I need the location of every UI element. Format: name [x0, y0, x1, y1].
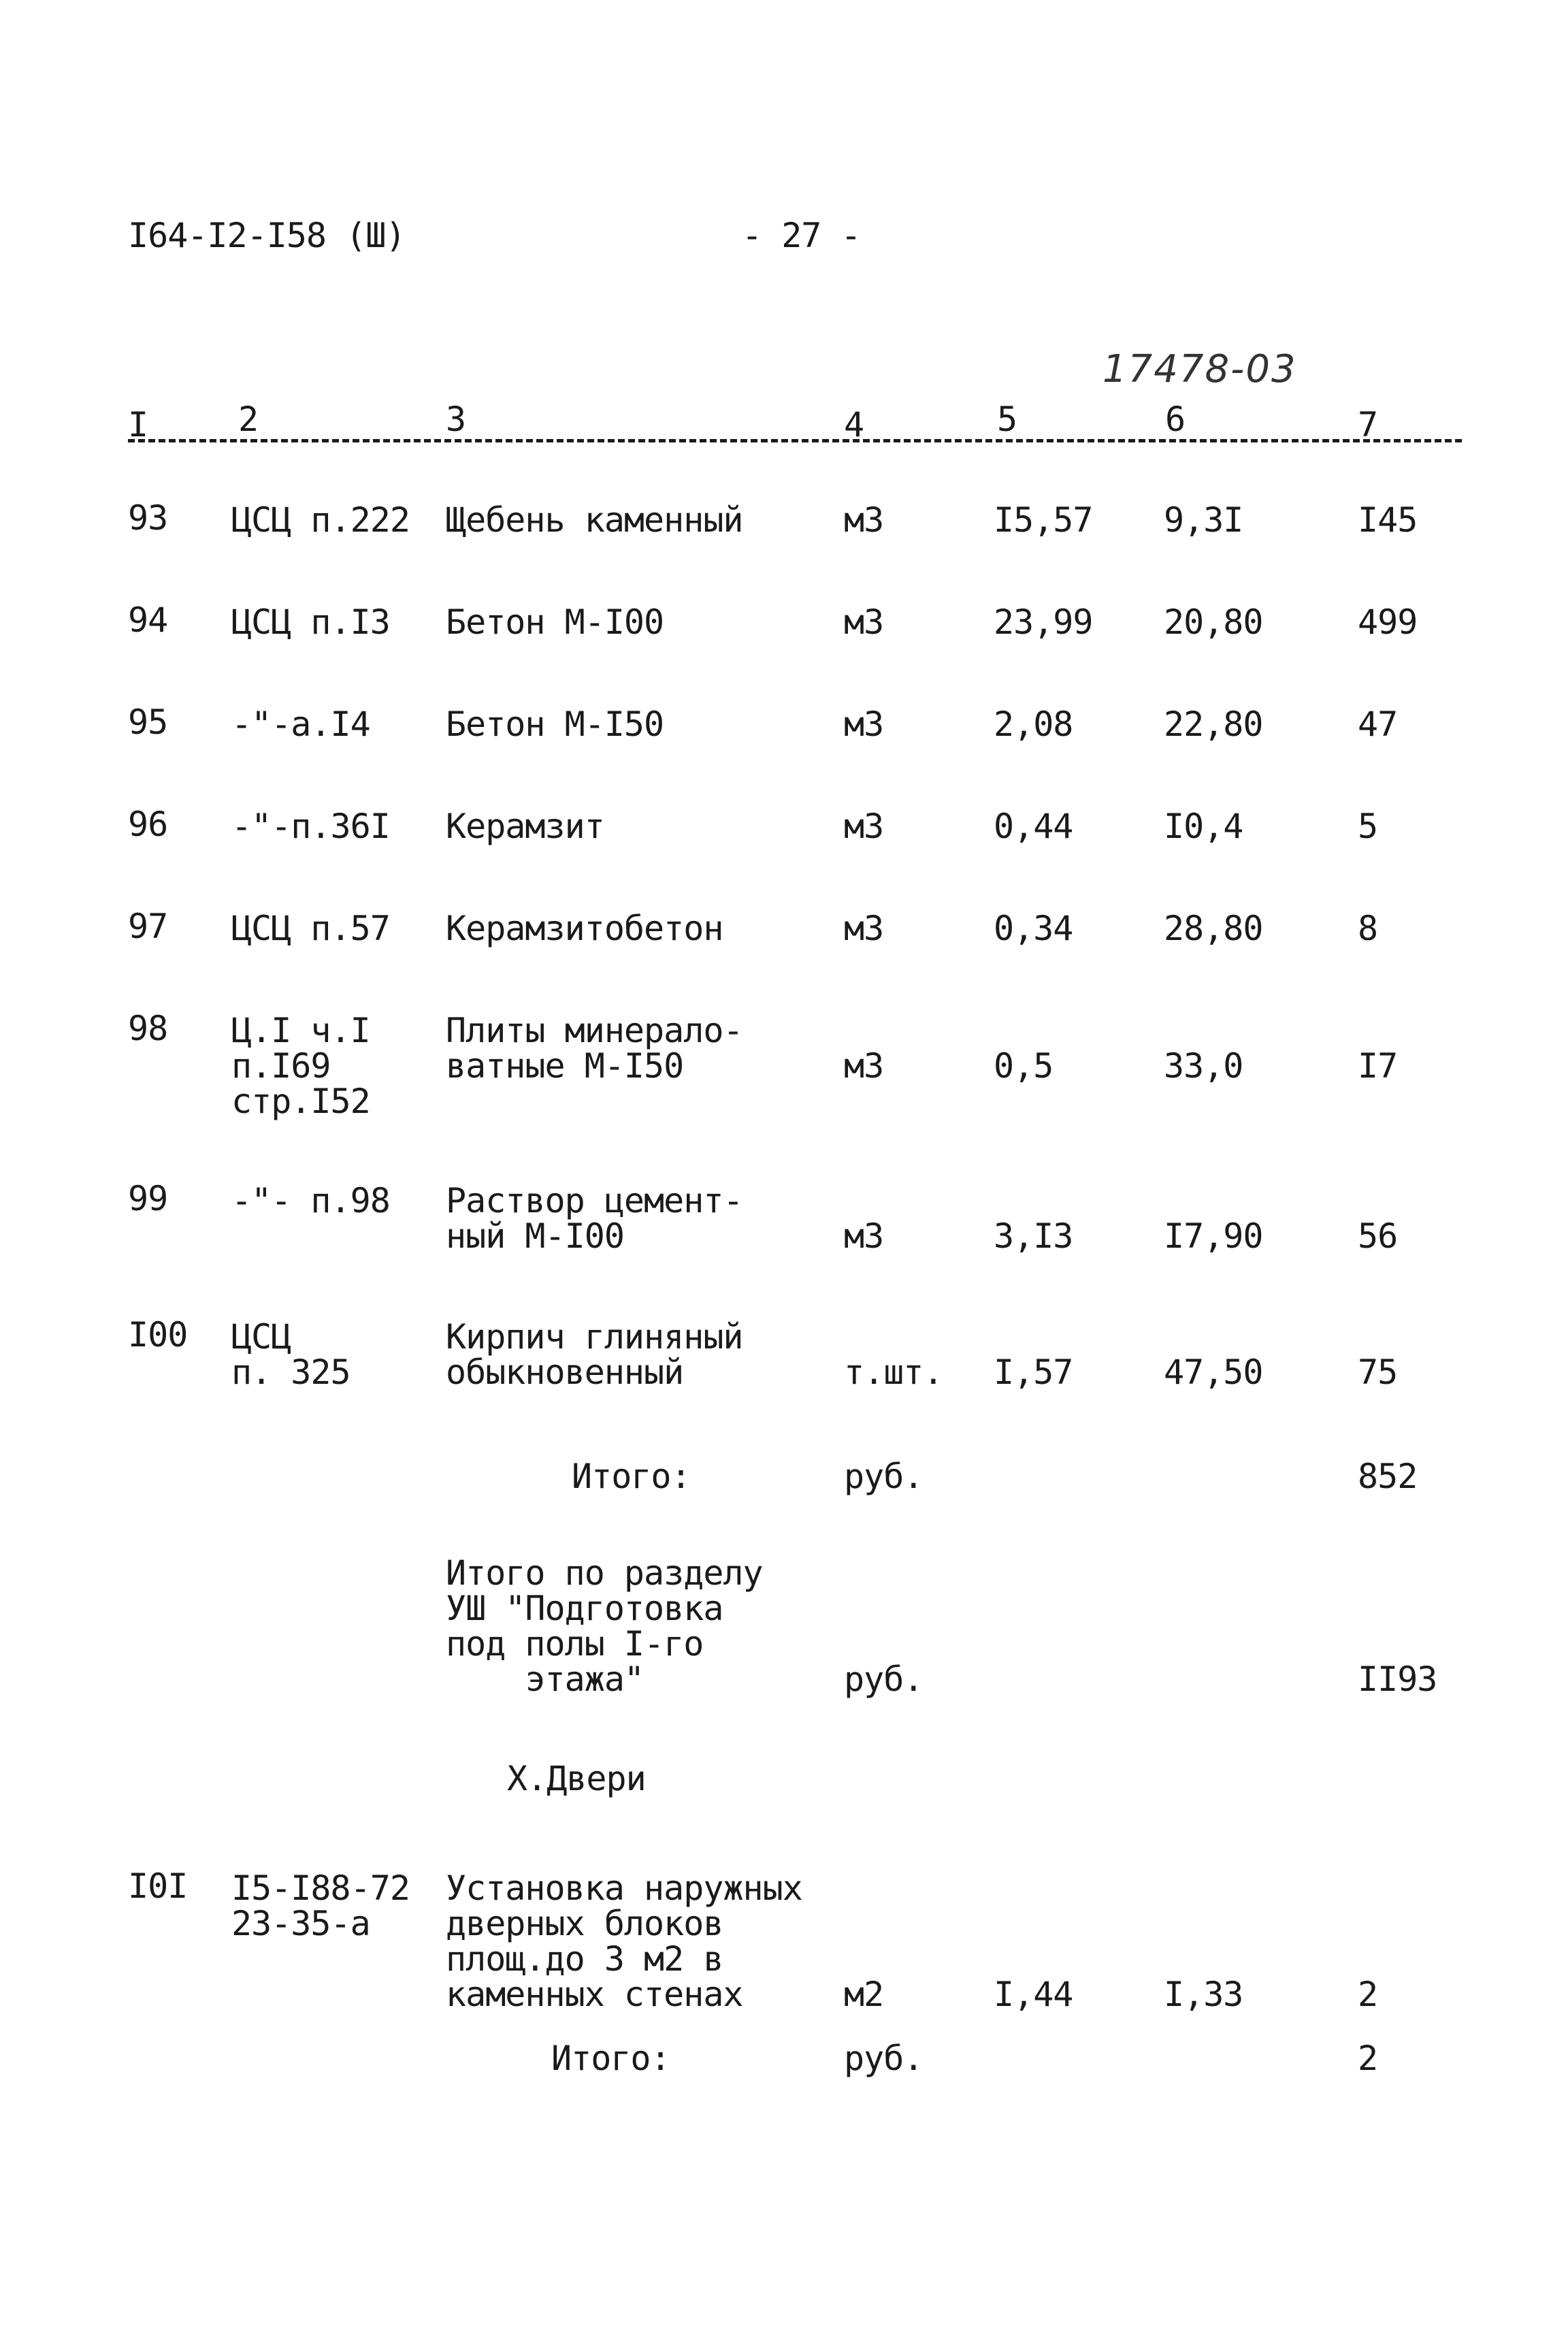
quantity: 0,5 [994, 1046, 1054, 1086]
unit-price: I0,4 [1164, 807, 1243, 846]
row-number: 96 [128, 805, 168, 844]
source-reference: -"- п.98 [231, 1181, 390, 1220]
material-name: Кирпич глиняный обыкновенный [446, 1317, 743, 1392]
subtotal-total: 852 [1358, 1457, 1418, 1496]
unit-price: 22,80 [1164, 705, 1263, 744]
column-header-6: 6 [1165, 400, 1186, 439]
row-number: I00 [128, 1315, 188, 1355]
material-name: Щебень каменный [446, 500, 743, 540]
header-dashed-rule [128, 439, 1462, 442]
total-cost: 75 [1358, 1353, 1398, 1392]
subtotal-total: 2 [1358, 2039, 1378, 2078]
section-total-unit: руб. [844, 1659, 924, 1699]
unit-price: 20,80 [1164, 602, 1263, 642]
total-cost: I45 [1358, 500, 1418, 540]
column-header-2: 2 [238, 400, 259, 439]
unit-price: I,33 [1164, 1975, 1243, 2014]
material-name: Установка наружных дверных блоков площ.до 3 м2 в каменных стенах [446, 1868, 802, 2014]
material-name: Плиты минерало- ватные М-I50 [446, 1011, 743, 1086]
subtotal-label: Итого: [551, 2039, 670, 2078]
column-header-3: 3 [446, 400, 466, 439]
section-heading: X.Двери [507, 1759, 646, 1798]
unit: т.шт. [844, 1353, 943, 1392]
unit-price: 47,50 [1164, 1353, 1263, 1392]
source-reference: -"-а.I4 [231, 705, 370, 744]
unit-price: 9,3I [1164, 500, 1243, 540]
section-total-label: Итого по разделу УШ "Подготовка под полы I-го этажа" [446, 1553, 763, 1699]
source-reference: ЦСЦ п.57 [231, 909, 390, 948]
unit-price: I7,90 [1164, 1216, 1263, 1256]
quantity: 2,08 [994, 705, 1073, 744]
total-cost: 47 [1358, 705, 1398, 744]
row-number: 94 [128, 600, 168, 640]
unit: м2 [844, 1975, 884, 2014]
unit: м3 [844, 500, 884, 540]
unit: м3 [844, 1046, 884, 1086]
unit: м3 [844, 1216, 884, 1256]
total-cost: 5 [1358, 807, 1378, 846]
source-reference: ЦСЦ п. 325 [231, 1317, 350, 1392]
column-header-1: I [128, 405, 148, 444]
column-header-5: 5 [997, 400, 1017, 439]
source-reference: Ц.I ч.I п.I69 стр.I52 [231, 1011, 370, 1121]
row-number: 95 [128, 702, 168, 742]
unit-price: 33,0 [1164, 1046, 1243, 1086]
source-reference: I5-I88-72 23-35-а [231, 1868, 410, 1943]
handwritten-reference: 17478-03 [1102, 347, 1297, 391]
unit: м3 [844, 705, 884, 744]
quantity: 0,44 [994, 807, 1073, 846]
row-number: 98 [128, 1009, 168, 1048]
column-header-7: 7 [1358, 405, 1378, 444]
total-cost: I7 [1358, 1046, 1398, 1086]
quantity: I,44 [994, 1975, 1073, 2014]
source-reference: -"-п.36I [231, 807, 390, 846]
unit: м3 [844, 602, 884, 642]
row-number: 93 [128, 498, 168, 538]
quantity: I5,57 [994, 500, 1093, 540]
row-number: 99 [128, 1179, 168, 1218]
material-name: Керамзитобетон [446, 909, 723, 948]
section-total-value: II93 [1358, 1659, 1437, 1699]
total-cost: 499 [1358, 602, 1418, 642]
unit-price: 28,80 [1164, 909, 1263, 948]
subtotal-unit: руб. [844, 1457, 924, 1496]
quantity: 23,99 [994, 602, 1093, 642]
subtotal-unit: руб. [844, 2039, 924, 2078]
column-header-4: 4 [844, 405, 864, 444]
row-number: 97 [128, 907, 168, 946]
unit: м3 [844, 909, 884, 948]
material-name: Бетон М-I50 [446, 705, 664, 744]
source-reference: ЦСЦ п.222 [231, 500, 410, 540]
material-name: Раствор цемент- ный М-I00 [446, 1181, 743, 1256]
source-reference: ЦСЦ п.I3 [231, 602, 390, 642]
page-number: - 27 - [742, 216, 861, 255]
material-name: Бетон М-I00 [446, 602, 664, 642]
unit: м3 [844, 807, 884, 846]
quantity: 3,I3 [994, 1216, 1073, 1256]
material-name: Керамзит [446, 807, 604, 846]
document-code: I64-I2-I58 (Ш) [128, 216, 406, 255]
subtotal-label: Итого: [572, 1457, 691, 1496]
quantity: 0,34 [994, 909, 1073, 948]
total-cost: 8 [1358, 909, 1378, 948]
total-cost: 2 [1358, 1975, 1378, 2014]
quantity: I,57 [994, 1353, 1073, 1392]
row-number: I0I [128, 1866, 188, 1906]
total-cost: 56 [1358, 1216, 1398, 1256]
